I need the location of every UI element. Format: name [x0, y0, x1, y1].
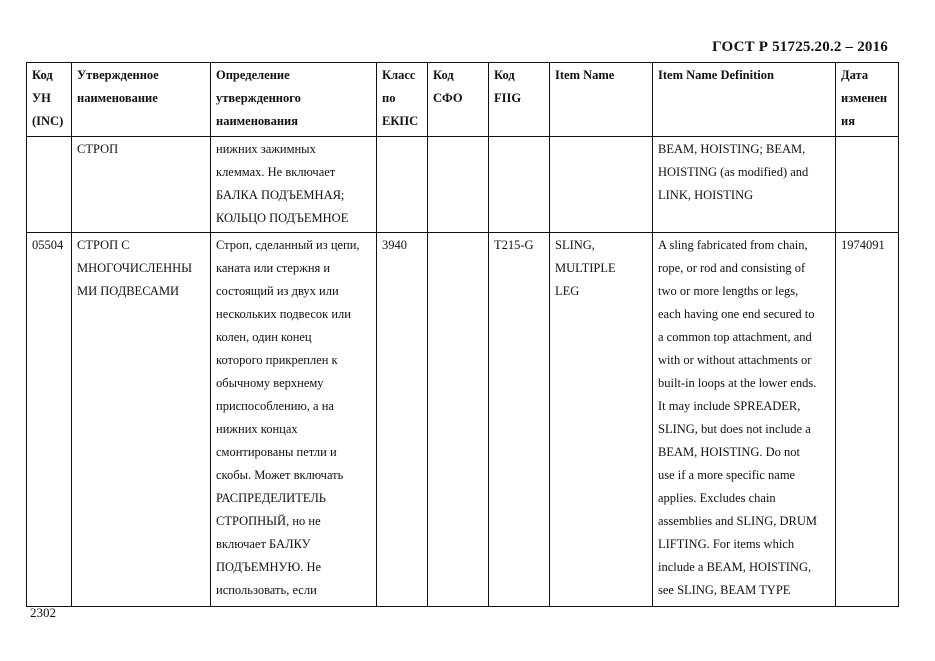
document-standard-code: ГОСТ Р 51725.20.2 – 2016 — [712, 39, 888, 55]
cell-line: Класс — [382, 68, 416, 82]
cell-line: нескольких подвесок или — [216, 307, 351, 321]
cell-line: использовать, если — [216, 583, 317, 597]
cell-line: состоящий из двух или — [216, 284, 339, 298]
cell-fiig — [489, 233, 550, 607]
cell-line: ия — [841, 114, 855, 128]
cell-line: use if a more specific name — [658, 468, 796, 482]
cell-line: нижних концах — [216, 422, 298, 436]
cell-sfo — [428, 233, 489, 607]
cell-line: A sling fabricated from chain, — [658, 238, 808, 252]
cell-line: СФО — [433, 91, 463, 105]
cell-date — [836, 137, 899, 233]
cell-definition — [211, 137, 377, 233]
cell-inc — [27, 137, 72, 233]
cell-line: СТРОПНЫЙ, но не — [216, 514, 321, 528]
cell-line: по — [382, 91, 396, 105]
cell-line: включает БАЛКУ — [216, 537, 311, 551]
cell-line: 3940 — [382, 238, 407, 252]
cell-item-name — [550, 233, 653, 607]
cell-line: Определение — [216, 68, 290, 82]
page-number: 2302 — [30, 605, 56, 620]
cell-line: приспособлению, а на — [216, 399, 334, 413]
cell-line: (INC) — [32, 114, 64, 128]
cell-line: SLING, — [555, 238, 595, 252]
cell-line: скобы. Может включать — [216, 468, 344, 482]
cell-line: T215-G — [494, 238, 534, 252]
cell-item-name — [550, 137, 653, 233]
cell-line: applies. Excludes chain — [658, 491, 776, 505]
cell-line: rope, or rod and consisting of — [658, 261, 806, 275]
cell-line: with or without attachments or — [658, 353, 812, 367]
cell-line: которого прикреплен к — [216, 353, 338, 367]
cell-line: include a BEAM, HOISTING, — [658, 560, 812, 574]
cell-item-definition — [653, 233, 836, 607]
cell-line: each having one end secured to — [658, 307, 815, 321]
cell-line: обычному верхнему — [216, 376, 324, 390]
cell-line: Item Name Definition — [658, 68, 774, 82]
cell-fiig — [489, 137, 550, 233]
cell-line: МНОГОЧИСЛЕННЫ — [77, 261, 193, 275]
cell-line: наименования — [216, 114, 299, 128]
cell-line: FIIG — [494, 91, 522, 105]
column-header-item-definition — [653, 63, 836, 137]
cell-line: LINK, HOISTING — [658, 188, 754, 202]
cell-line: see SLING, BEAM TYPE — [658, 583, 791, 597]
cell-line: Код — [494, 68, 515, 82]
cell-line: 05504 — [32, 238, 64, 252]
cell-line: смонтированы петли и — [216, 445, 337, 459]
cell-line: BEAM, HOISTING; BEAM, — [658, 142, 806, 156]
cell-line: SLING, but does not include a — [658, 422, 811, 436]
column-header-class — [377, 63, 428, 137]
item-name-table — [26, 62, 899, 607]
cell-line: РАСПРЕДЕЛИТЕЛЬ — [216, 491, 326, 505]
cell-line: LIFTING. For items which — [658, 537, 795, 551]
cell-line: built-in loops at the lower ends. — [658, 376, 817, 390]
cell-line: Строп, сделанный из цепи, — [216, 238, 360, 252]
cell-line: two or more lengths or legs, — [658, 284, 799, 298]
cell-date — [836, 233, 899, 607]
cell-line: MULTIPLE — [555, 261, 616, 275]
cell-line: HOISTING (as modified) and — [658, 165, 809, 179]
column-header-approved-name — [72, 63, 211, 137]
cell-line: ЕКПС — [382, 114, 419, 128]
cell-line: каната или стержня и — [216, 261, 331, 275]
cell-line: наименование — [77, 91, 158, 105]
cell-inc — [27, 233, 72, 607]
cell-line: колен, один конец — [216, 330, 312, 344]
column-header-inc — [27, 63, 72, 137]
cell-line: assemblies and SLING, DRUM — [658, 514, 818, 528]
cell-line: ПОДЪЕМНУЮ. Не — [216, 560, 322, 574]
column-header-item-name — [550, 63, 653, 137]
column-header-definition — [211, 63, 377, 137]
cell-line: Утвержденное — [77, 68, 159, 82]
cell-approved-name — [72, 137, 211, 233]
cell-line: клеммах. Не включает — [216, 165, 336, 179]
cell-line: a common top attachment, and — [658, 330, 812, 344]
cell-line: изменен — [841, 91, 888, 105]
cell-line: УН — [32, 91, 51, 105]
cell-line: утвержденного — [216, 91, 301, 105]
column-header-date — [836, 63, 899, 137]
cell-class — [377, 137, 428, 233]
cell-line: BEAM, HOISTING. Do not — [658, 445, 801, 459]
cell-line: Item Name — [555, 68, 615, 82]
cell-line: 1974091 — [841, 238, 885, 252]
cell-sfo — [428, 137, 489, 233]
cell-line: LEG — [555, 284, 580, 298]
cell-line: СТРОП С — [77, 238, 130, 252]
cell-line: БАЛКА ПОДЪЕМНАЯ; — [216, 188, 345, 202]
cell-approved-name — [72, 233, 211, 607]
column-header-sfo — [428, 63, 489, 137]
table-header-row — [27, 63, 899, 137]
cell-line: It may include SPREADER, — [658, 399, 801, 413]
cell-line: КОЛЬЦО ПОДЪЕМНОЕ — [216, 211, 349, 225]
cell-line: СТРОП — [77, 142, 119, 156]
cell-class — [377, 233, 428, 607]
cell-line: Код — [433, 68, 454, 82]
table-row — [27, 233, 899, 607]
cell-definition — [211, 233, 377, 607]
cell-item-definition — [653, 137, 836, 233]
table-row — [27, 137, 899, 233]
column-header-fiig — [489, 63, 550, 137]
cell-line: нижних зажимных — [216, 142, 316, 156]
cell-line: Код — [32, 68, 53, 82]
cell-line: Дата — [841, 68, 869, 82]
cell-line: МИ ПОДВЕСАМИ — [77, 284, 180, 298]
